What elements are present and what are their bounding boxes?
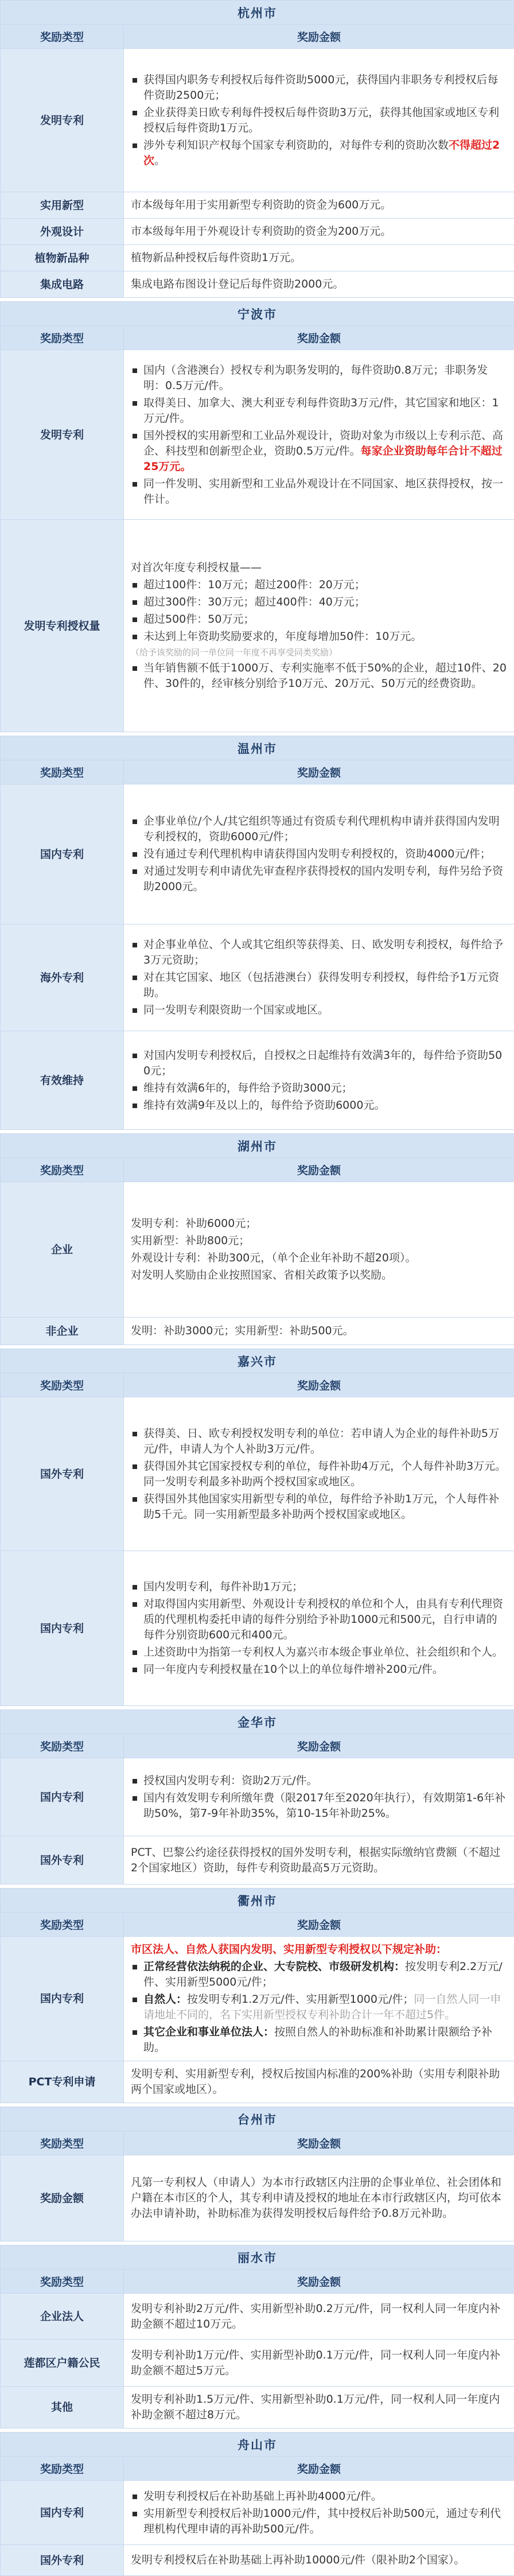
reward-amount-cell (124, 2387, 514, 2429)
bullet-item (131, 1081, 507, 1096)
amount-text: 植物新品种授权后每件资助1万元。 (131, 251, 301, 264)
reward-row (1, 1937, 514, 2061)
reward-type-cell: 发明专利 (1, 350, 124, 520)
reward-amount-cell (124, 1836, 514, 1885)
bullet-square-icon (133, 143, 137, 148)
column-header-type: 奖励类型 (1, 25, 124, 49)
table-header-row (1, 2457, 514, 2481)
amount-text: 超过100件：10万元；超过200件：20万元； (143, 578, 365, 591)
reward-type-cell: 国外专利 (1, 1836, 124, 1885)
reward-table (0, 0, 514, 298)
bullet-square-icon (133, 1464, 137, 1469)
amount-text: 涉外专利知识产权每个国家专利资助的，对每件专利的资助次数 (143, 139, 449, 151)
bullet-item (131, 846, 507, 862)
bullet-square-icon (133, 2495, 137, 2499)
table-header-row (1, 1734, 514, 1758)
table-header-row (1, 1373, 514, 1397)
reward-row (1, 2294, 514, 2340)
reward-row (1, 1031, 514, 1130)
reward-table (0, 301, 514, 732)
reward-amount-cell (124, 2340, 514, 2387)
reward-amount-cell (124, 2481, 514, 2545)
city-title: 舟山市 (1, 2433, 514, 2457)
table-header-row (1, 2131, 514, 2155)
bullet-square-icon (133, 1998, 137, 2002)
column-header-amount: 奖励金额 (124, 2457, 514, 2481)
amount-line (131, 2392, 507, 2423)
city-title: 温州市 (1, 736, 514, 760)
city-title: 衢州市 (1, 1889, 514, 1913)
amount-line (131, 277, 507, 292)
reward-type-cell: 外观设计 (1, 219, 124, 245)
bullet-square-icon (133, 976, 137, 980)
column-header-type: 奖励类型 (1, 1373, 124, 1397)
reward-type-cell: 国外专利 (1, 2545, 124, 2576)
column-header-type: 奖励类型 (1, 2270, 124, 2294)
bullet-item (131, 1426, 507, 1457)
highlight-text: 每家企业资助每年合计不超过25万元。 (143, 445, 503, 473)
city-section (0, 1888, 514, 2103)
reward-row (1, 1758, 514, 1836)
bullet-square-icon (133, 869, 137, 874)
reward-amount-cell (124, 520, 514, 732)
amount-text: 集成电路布图设计登记后每件资助2000元。 (131, 278, 344, 290)
bullet-item (131, 1048, 507, 1079)
amount-text: 按发明专利2.2万元/件、实用新型5000元/件； (143, 1960, 503, 1988)
reward-amount-cell (124, 245, 514, 271)
reward-row (1, 2545, 514, 2576)
reward-amount-cell (124, 924, 514, 1031)
bullet-item (131, 72, 507, 103)
reward-row (1, 245, 514, 271)
amount-text: 没有通过专利代理机构申请获得国内发明专利授权的，资助4000元/件； (143, 848, 491, 860)
column-header-amount: 奖励金额 (124, 1913, 514, 1937)
amount-text: 实用新型：补助800元； (131, 1234, 250, 1247)
amount-text: 发明专利：补助6000元； (131, 1217, 256, 1230)
bullet-item (131, 1959, 507, 1990)
bullet-item (131, 1459, 507, 1490)
reward-row (1, 924, 514, 1031)
table-header-row (1, 326, 514, 350)
reward-row (1, 2061, 514, 2103)
reward-row (1, 192, 514, 219)
reward-type-cell: 国外专利 (1, 1397, 124, 1551)
amount-text: 。 (154, 154, 165, 167)
note-line (131, 646, 507, 659)
table-header-row (1, 1913, 514, 1937)
reward-amount-cell (124, 1031, 514, 1130)
reward-amount-cell (124, 1937, 514, 2061)
reward-amount-cell (124, 1182, 514, 1318)
reward-type-cell: 企业法人 (1, 2294, 124, 2340)
reward-amount-cell (124, 1397, 514, 1551)
amount-text: 未达到上年资助奖励要求的，年度每增加50件：10万元。 (143, 630, 422, 643)
amount-text: 正常经营依法纳税的企业、大专院校、市级研发机构： (143, 1960, 405, 1973)
amount-text: 按发明专利1.2万元/件、实用新型1000元/件； (187, 1993, 414, 2006)
bullet-square-icon (133, 1602, 137, 1607)
bullet-item (131, 577, 507, 593)
reward-type-cell: 植物新品种 (1, 245, 124, 271)
city-section (0, 2245, 514, 2429)
bullet-square-icon (133, 111, 137, 115)
amount-line (131, 1268, 507, 1283)
column-header-amount: 奖励金额 (124, 2270, 514, 2294)
bullet-square-icon (133, 1965, 137, 1969)
reward-amount-cell (124, 192, 514, 219)
column-header-amount: 奖励金额 (124, 2131, 514, 2155)
amount-line (131, 1942, 507, 1957)
reward-row (1, 2340, 514, 2387)
reward-type-cell: 国内专利 (1, 1551, 124, 1706)
reward-table (0, 736, 514, 1130)
amount-line (131, 560, 507, 576)
reward-type-cell: 非企业 (1, 1318, 124, 1345)
city-section (0, 1349, 514, 1706)
city-section (0, 1709, 514, 1885)
bullet-square-icon (133, 600, 137, 605)
reward-table (0, 1133, 514, 1345)
bullet-item (131, 660, 507, 691)
column-header-type: 奖励类型 (1, 326, 124, 350)
bullet-item (131, 1579, 507, 1595)
reward-type-cell: 有效维持 (1, 1031, 124, 1130)
reward-amount-cell (124, 350, 514, 520)
bullet-square-icon (133, 482, 137, 487)
bullet-item (131, 2506, 507, 2537)
bullet-item (131, 476, 507, 507)
column-header-type: 奖励类型 (1, 1158, 124, 1182)
amount-line (131, 250, 507, 266)
reward-amount-cell (124, 2155, 514, 2241)
amount-text: 超过500件：50万元； (143, 613, 254, 625)
bullet-item (131, 1790, 507, 1821)
highlight-text: 市区法人、自然人获国内发明、实用新型专利授权以下规定补助： (131, 1943, 447, 1956)
bullet-item (131, 1596, 507, 1643)
reward-type-cell: 发明专利 (1, 49, 124, 192)
city-section (0, 1133, 514, 1345)
bullet-square-icon (133, 1104, 137, 1108)
bullet-square-icon (133, 1585, 137, 1590)
amount-text: 对首次年度专利授权量—— (131, 561, 262, 574)
city-title-row (1, 302, 514, 326)
amount-text: 授权国内发明专利：资助2万元/件。 (143, 1774, 318, 1787)
reward-table (0, 1709, 514, 1885)
reward-table (0, 1888, 514, 2103)
bullet-item (131, 1645, 507, 1660)
bullet-item (131, 138, 507, 169)
city-title-row (1, 2433, 514, 2457)
bullet-item (131, 1491, 507, 1522)
city-title: 宁波市 (1, 302, 514, 326)
amount-line (131, 197, 507, 213)
reward-amount-cell (124, 784, 514, 924)
column-header-type: 奖励类型 (1, 2131, 124, 2155)
bullet-item (131, 612, 507, 627)
bullet-square-icon (133, 401, 137, 406)
amount-line (131, 1323, 507, 1339)
amount-text: 实用新型专利授权后补助1000元/件，其中授权后补助500元，通过专利代理机构代理申请的再补助500元/件。 (143, 2507, 501, 2535)
amount-text: 同一自然人同一申请地址不同的，名下实用新型授权专利补助合计一年不超过5件。 (143, 1993, 501, 2021)
reward-amount-cell (124, 49, 514, 192)
amount-text: 发明专利补助1万元/件、实用新型补助0.1万元/件，同一权利人同一年度内补助金额不超过5万元。 (131, 2349, 500, 2377)
reward-row (1, 520, 514, 732)
amount-text: 获得美、日、欧专利授权发明专利的单位：若申请人为企业的每件补助5万元/件，申请人为个人补助3万元/件。 (143, 1427, 499, 1455)
amount-line (131, 2175, 507, 2221)
amount-text: 对企事业单位、个人或其它组织等获得美、日、欧发明专利授权，每件给予3万元资助； (143, 938, 503, 966)
city-title-row (1, 1134, 514, 1158)
column-header-amount: 奖励金额 (124, 25, 514, 49)
bullet-item (131, 864, 507, 895)
amount-text: 获得国内职务专利授权后每件资助5000元，获得国内非职务专利授权后每件资助2500元； (143, 73, 498, 102)
bullet-item (131, 1662, 507, 1677)
reward-amount-cell (124, 1318, 514, 1345)
amount-text: 国内有效发明专利所缴年费（限2017年至2020年执行），有效期第1-6年补助50%，第7-9年补助35%，第10-15年补助25%。 (143, 1792, 505, 1820)
reward-amount-cell (124, 2061, 514, 2103)
amount-text: 发明专利补助1.5万元/件、实用新型补助0.1万元/件，同一权利人同一年度内补助金额不超过8万元。 (131, 2393, 500, 2421)
city-title-row (1, 1710, 514, 1734)
reward-table (0, 2107, 514, 2241)
bullet-square-icon (133, 819, 137, 824)
reward-amount-cell (124, 2294, 514, 2340)
reward-row (1, 219, 514, 245)
amount-text: 发明专利、实用新型专利，授权后按国内标准的200%补助（实用专利限补助两个国家或地区）。 (131, 2068, 500, 2096)
amount-text: 对取得国内实用新型、外观设计专利授权的单位和个人，由具有专利代理资质的代理机构委托申请的每件分别给予补助1000元和500元，自行申请的每件分别资助600元和400元。 (143, 1598, 503, 1641)
column-header-type: 奖励类型 (1, 1913, 124, 1937)
bullet-square-icon (133, 1796, 137, 1801)
amount-text: 超过300件：30万元；超过400件：40万元； (143, 596, 365, 608)
bullet-square-icon (133, 617, 137, 622)
reward-row (1, 2155, 514, 2241)
amount-text: 取得美日、加拿大、澳大利亚专利每件资助3万元/件，其它国家和地区：1万元/件。 (143, 397, 499, 425)
bullet-square-icon (133, 1054, 137, 1058)
column-header-type: 奖励类型 (1, 2457, 124, 2481)
bullet-item (131, 1773, 507, 1789)
bullet-square-icon (133, 583, 137, 588)
bullet-square-icon (133, 635, 137, 639)
reward-type-cell: PCT专利申请 (1, 2061, 124, 2103)
amount-line (131, 2348, 507, 2379)
reward-amount-cell (124, 219, 514, 245)
bullet-item (131, 1992, 507, 2023)
reward-row (1, 1182, 514, 1318)
bullet-square-icon (133, 1668, 137, 1672)
column-header-type: 奖励类型 (1, 1734, 124, 1758)
reward-row (1, 1318, 514, 1345)
amount-text: 发明专利补助2万元/件、实用新型补助0.2万元/件，同一权利人同一年度内补助金额不超过10万元。 (131, 2302, 500, 2330)
reward-type-cell: 实用新型 (1, 192, 124, 219)
bullet-item (131, 395, 507, 426)
amount-text: 对通过发明专利申请优先审查程序获得授权的国内发明专利，每件另给予资助2000元。 (143, 865, 503, 893)
bullet-square-icon (133, 1650, 137, 1655)
table-header-row (1, 2270, 514, 2294)
reward-amount-cell (124, 271, 514, 298)
amount-text: 国外授权的实用新型和工业品外观设计，资助对象为市级以上专利示范、高企、科技型和创新型企业，资助0.5万元/件。 (143, 429, 503, 457)
reward-row (1, 350, 514, 520)
city-title: 杭州市 (1, 1, 514, 25)
amount-line (131, 224, 507, 239)
reward-row (1, 2481, 514, 2545)
reward-type-cell: 国内专利 (1, 784, 124, 924)
amount-text: 凡第一专利权人（申请人）为本市行政辖区内注册的企事业单位、社会团体和户籍在本市区的个人，其专利申请及授权的地址在本市行政辖区内，均可依本办法申请补助，补助标准为获得发明授权后每件给予0.8万元补助。 (131, 2176, 501, 2220)
reward-type-cell: 奖励金额 (1, 2155, 124, 2241)
bullet-square-icon (133, 2512, 137, 2516)
amount-text: 发明专利授权后在补助基础上再补助10000元/件（限补助2个国家）。 (131, 2554, 465, 2566)
bullet-item (131, 1098, 507, 1113)
amount-text: 市本级每年用于外观设计专利资助的资金为200万元。 (131, 225, 391, 238)
amount-text: PCT、巴黎公约途径获得授权的国外发明专利，根据实际缴纳官费额（不超过2个国家地区）资助，每件专利资助最高5万元资助。 (131, 1846, 500, 1874)
bullet-item (131, 629, 507, 644)
amount-text: 市本级每年用于实用新型专利资助的资金为600万元。 (131, 199, 391, 211)
amount-line (131, 1216, 507, 1231)
bullet-item (131, 937, 507, 968)
amount-line (131, 1845, 507, 1876)
bullet-item (131, 1003, 507, 1018)
bullet-square-icon (133, 1779, 137, 1784)
city-section (0, 736, 514, 1130)
reward-type-cell: 企业 (1, 1182, 124, 1318)
amount-text: 获得国外其他国家实用新型专利的单位，每件给予补助1万元，个人每件补助5千元。同一实用新型最多补助两个授权国家或地区。 (143, 1493, 499, 1521)
reward-row (1, 1551, 514, 1706)
bullet-square-icon (133, 78, 137, 83)
city-title: 台州市 (1, 2107, 514, 2131)
reward-type-cell: 国内专利 (1, 1937, 124, 2061)
highlight-text: 不得超过2次 (143, 139, 500, 167)
bullet-square-icon (133, 1497, 137, 1502)
table-header-row (1, 760, 514, 784)
amount-text: 同一件发明、实用新型和工业品外观设计在不同国家、地区获得授权，按一件计。 (143, 477, 503, 506)
reward-amount-cell (124, 1758, 514, 1836)
reward-type-cell: 集成电路 (1, 271, 124, 298)
amount-text: 同一发明专利限资助一个国家或地区。 (143, 1004, 329, 1016)
reward-type-cell: 国内专利 (1, 1758, 124, 1836)
amount-text: 外观设计专利：补助300元，（单个企业年补助不超20项）。 (131, 1252, 416, 1264)
amount-text: 对发明人奖励由企业按照国家、省相关政策予以奖励。 (131, 1269, 392, 1281)
city-title: 丽水市 (1, 2245, 514, 2270)
reward-row (1, 1397, 514, 1551)
reward-row (1, 271, 514, 298)
amount-text: 自然人： (143, 1993, 187, 2006)
table-header-row (1, 25, 514, 49)
amount-text: 获得国外其它国家授权专利的单位，每件补助4万元，个人每件补助3万元。同一发明专利最多补助两个授权国家或地区。 (143, 1460, 506, 1488)
amount-line (131, 2301, 507, 2332)
city-title-row (1, 2245, 514, 2270)
reward-type-cell: 海外专利 (1, 924, 124, 1031)
amount-text: 企事业单位/个人/其它组织等通过有资质专利代理机构申请并获得国内发明专利授权的，资助6000元/件； (143, 815, 500, 843)
bullet-item (131, 970, 507, 1001)
city-title: 湖州市 (1, 1134, 514, 1158)
bullet-square-icon (133, 666, 137, 671)
amount-line (131, 1250, 507, 1266)
reward-row (1, 1836, 514, 1885)
city-section (0, 301, 514, 732)
column-header-amount: 奖励金额 (124, 1158, 514, 1182)
amount-text: 维持有效满6年的，每件给予资助3000元； (143, 1082, 352, 1094)
amount-text: 国内（含港澳台）授权专利为职务发明的，每件资助0.8万元；非职务发明：0.5万元/件。 (143, 364, 488, 392)
table-header-row (1, 1158, 514, 1182)
reward-amount-cell (124, 2545, 514, 2576)
city-title-row (1, 2107, 514, 2131)
city-title: 金华市 (1, 1710, 514, 1734)
column-header-amount: 奖励金额 (124, 326, 514, 350)
city-section (0, 0, 514, 298)
city-title-row (1, 1349, 514, 1373)
amount-text: 发明：补助3000元；实用新型：补助500元。 (131, 1324, 354, 1337)
reward-row (1, 49, 514, 192)
reward-amount-cell (124, 1551, 514, 1706)
bullet-item (131, 814, 507, 845)
bullet-square-icon (133, 1008, 137, 1013)
city-title-row (1, 736, 514, 760)
amount-text: 发明专利授权后在补助基础上再补助4000元/件。 (143, 2490, 382, 2503)
bullet-square-icon (133, 852, 137, 857)
amount-text: 对国内发明专利授权后，自授权之日起维持有效满3年的，每件给予资助500元； (143, 1049, 502, 1077)
amount-line (131, 2066, 507, 2097)
column-header-type: 奖励类型 (1, 760, 124, 784)
bullet-square-icon (133, 2030, 137, 2035)
reward-type-cell: 莲都区户籍公民 (1, 2340, 124, 2387)
bullet-item (131, 595, 507, 610)
amount-text: 当年销售额不低于1000万、专利实施率不低于50%的企业，超过10件、20件、30件的，经审核分别给予10万元、20万元、50万元的经费资助。 (143, 662, 507, 690)
amount-text: 同一年度内专利授权量在10个以上的单位每件增补200元/件。 (143, 1663, 443, 1676)
bullet-item (131, 2025, 507, 2056)
amount-text: 对在其它国家、地区（包括港澳台）获得发明专利授权，每件给予1万元资助。 (143, 971, 499, 999)
bullet-item (131, 363, 507, 394)
column-header-amount: 奖励金额 (124, 1734, 514, 1758)
amount-line (131, 1233, 507, 1249)
reward-type-cell: 发明专利授权量 (1, 520, 124, 732)
column-header-amount: 奖励金额 (124, 760, 514, 784)
bullet-square-icon (133, 434, 137, 438)
reward-type-cell: 其他 (1, 2387, 124, 2429)
amount-line (131, 2552, 507, 2568)
reward-table (0, 1349, 514, 1706)
reward-row (1, 784, 514, 924)
city-title-row (1, 1, 514, 25)
bullet-item (131, 428, 507, 475)
amount-text: 企业获得美日欧专利每件授权后每件资助3万元，获得其他国家或地区专利授权后每件资助1万元。 (143, 106, 499, 134)
bullet-square-icon (133, 1432, 137, 1436)
bullet-square-icon (133, 368, 137, 373)
bullet-square-icon (133, 943, 137, 947)
city-section (0, 2107, 514, 2241)
reward-table (0, 2245, 514, 2429)
bullet-item (131, 105, 507, 136)
reward-table (0, 2432, 514, 2576)
bullet-item (131, 2489, 507, 2504)
reward-type-cell: 国内专利 (1, 2481, 124, 2545)
bullet-square-icon (133, 1086, 137, 1091)
amount-text: 维持有效满9年及以上的，每件给予资助6000元。 (143, 1099, 385, 1112)
column-header-amount: 奖励金额 (124, 1373, 514, 1397)
amount-text: 按照自然人的补助标准和补助累计限额给予补助。 (143, 2026, 492, 2054)
city-section (0, 2432, 514, 2576)
amount-text: 上述资助中为指第一专利权人为嘉兴市本级企事业单位、社会组织和个人。 (143, 1646, 503, 1658)
city-title-row (1, 1889, 514, 1913)
city-title: 嘉兴市 (1, 1349, 514, 1373)
amount-text: （给予该奖励的同一单位同一年度不再享受同类奖励） (131, 647, 337, 658)
reward-row (1, 2387, 514, 2429)
amount-text: 国内发明专利，每件补助1万元； (143, 1580, 303, 1593)
amount-text: 其它企业和事业单位法人： (143, 2026, 274, 2038)
